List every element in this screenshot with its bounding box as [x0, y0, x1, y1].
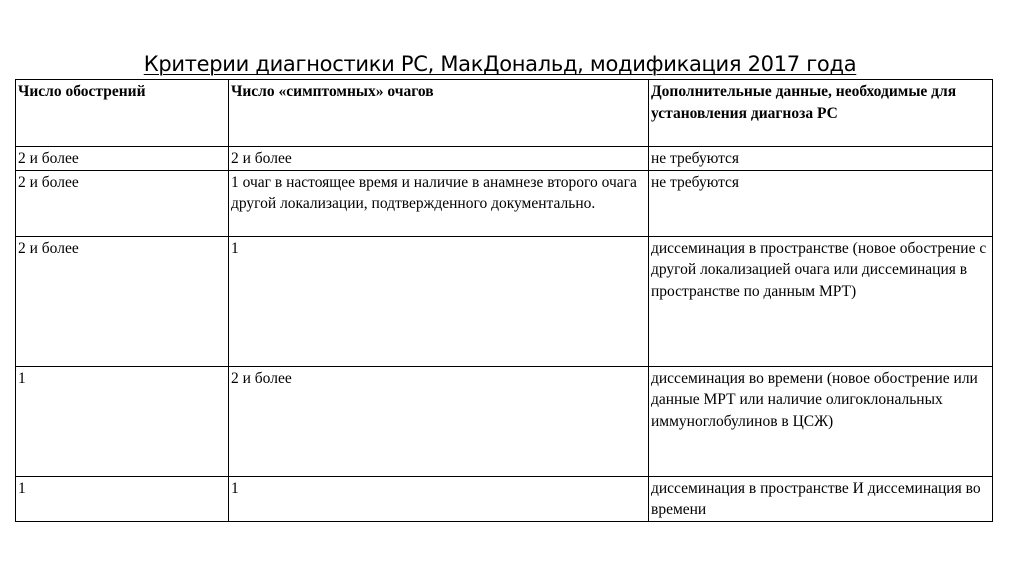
cell-additional-data: диссеминация в пространстве И диссеминация во времени — [649, 476, 993, 521]
header-lesions: Число «симптомных» очагов — [229, 80, 649, 147]
slide-title: Критерии диагностики РС, МакДональд, модификация 2017 года — [143, 52, 857, 76]
cell-exacerbations: 2 и более — [16, 147, 229, 171]
table-row — [16, 170, 993, 236]
header-exacerbations: Число обострений — [16, 80, 229, 147]
cell-additional-data: диссеминация во времени (новое обострение или данные МРТ или наличие олигоклональных иммуноглобулинов в ЦСЖ) — [649, 366, 993, 476]
table-row — [16, 476, 993, 521]
cell-exacerbations: 2 и более — [16, 236, 229, 366]
cell-exacerbations: 1 — [16, 476, 229, 521]
criteria-table — [15, 79, 993, 522]
table-row — [16, 366, 993, 476]
header-additional-data: Дополнительные данные, необходимые для установления диагноза РС — [649, 80, 993, 147]
table-row — [16, 147, 993, 171]
table-header-row — [16, 80, 993, 147]
cell-exacerbations: 1 — [16, 366, 229, 476]
cell-lesions: 1 — [229, 476, 649, 521]
cell-lesions: 1 — [229, 236, 649, 366]
cell-additional-data: не требуются — [649, 170, 993, 236]
cell-lesions: 2 и более — [229, 366, 649, 476]
table-row — [16, 236, 993, 366]
cell-exacerbations: 2 и более — [16, 170, 229, 236]
cell-additional-data: не требуются — [649, 147, 993, 171]
cell-lesions: 2 и более — [229, 147, 649, 171]
cell-additional-data: диссеминация в пространстве (новое обострение с другой локализацией очага или диссеминация в пространстве по данным МРТ) — [649, 236, 993, 366]
cell-lesions: 1 очаг в настоящее время и наличие в анамнезе второго очага другой локализации, подтвержденного документально. — [229, 170, 649, 236]
